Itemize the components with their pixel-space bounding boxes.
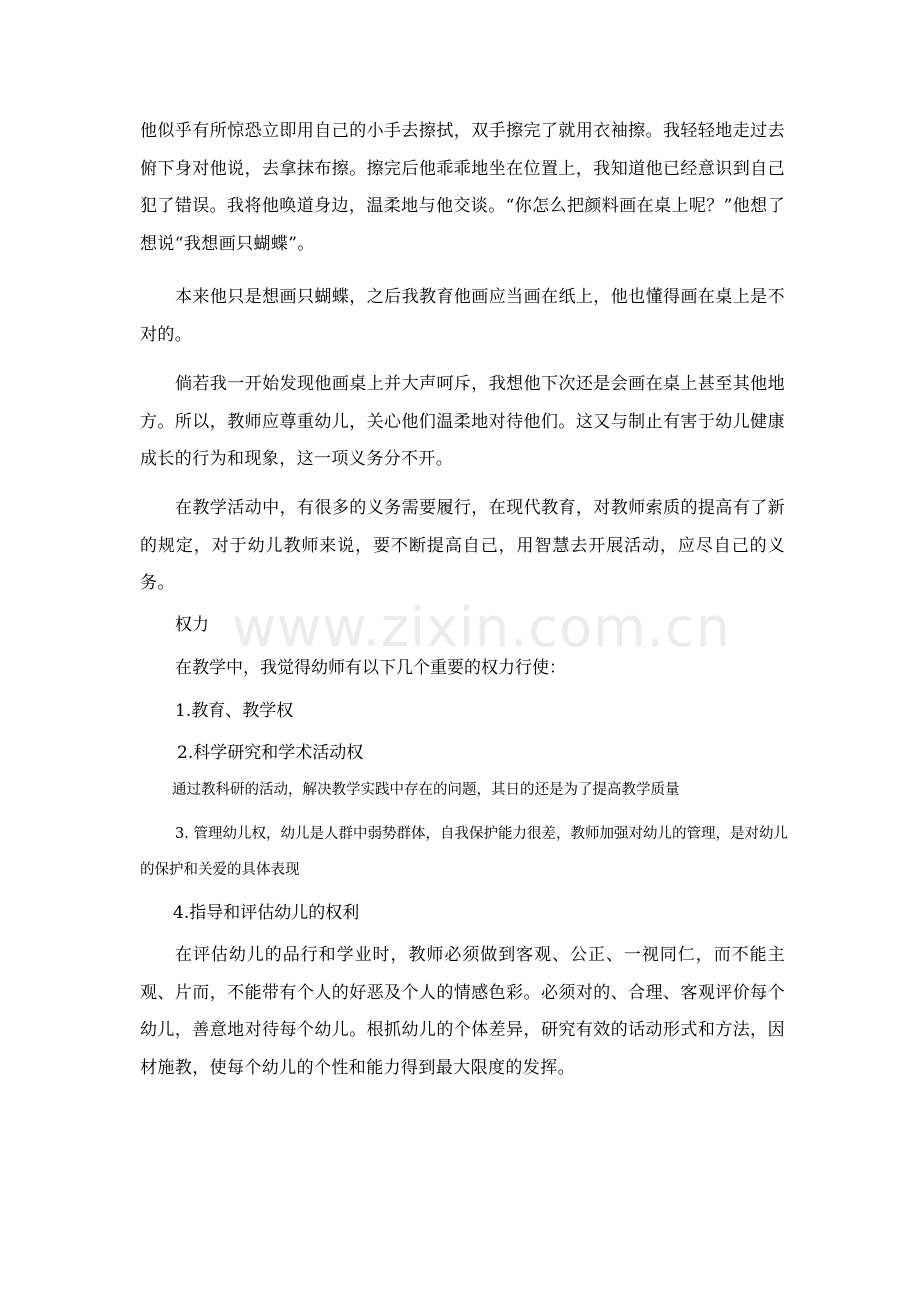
list-item-1: 1.教育、教学权 [175, 701, 294, 721]
watermark: www.zixin.com.cn [232, 596, 731, 659]
paragraph-2: 本来他只是想画只蝴蝶，之后我教育他画应当画在纸上，他也懂得画在桌上是不对的。 [140, 287, 785, 345]
list-item-2-desc: 通过教科研的活动，解决教学实践中存在的问题，其日的还是为了提高教学质量 [172, 782, 680, 798]
list-item-4: 4.指导和评估幼儿的权利 [173, 903, 360, 923]
list-item-3: 3. 管理幼儿权，幼儿是人群中弱势群体，自我保护能力很差，教师加强对幼儿的管理，是对幼儿的保护和关爱的具体表现 [140, 826, 788, 878]
paragraph-1: 他似乎有所惊恐立即用自己的小手去擦拭，双手擦完了就用衣袖擦。我轻轻地走过去俯下身对他说，去拿抹布擦。擦完后他乖乖地坐在位置上，我知道他已经意识到自己犯了错误。我将他唤道身边，温柔地与他交谈。“你怎么把颜料画在桌上呢？”他想了想说“我想画只蝴蝶”。 [140, 121, 785, 254]
paragraph-6: 在评估幼儿的品行和学业时，教师必须做到客观、公正、一视同仁，而不能主观、片而，不能带有个人的好恶及个人的情感色彩。必须对的、合理、客观评价每个幼儿，善意地对待每个幼儿。根抓幼儿的个体差异，研究有效的话动形式和方法，因材施教，使每个幼儿的个性和能力得到最大限度的发挥。 [140, 945, 785, 1078]
paragraph-5: 在教学中，我觉得幼师有以下几个重要的权力行使： [175, 658, 566, 678]
list-item-2: 2.科学研究和学术活动权 [177, 743, 364, 763]
paragraph-3: 倘若我一开始发现他画桌上并大声呵斥，我想他下次还是会画在桌上甚至其他地方。所以，教师应尊重幼儿，关心他们温柔地对待他们。这又与制止有害于幼儿健康成长的行为和现象，这一项义务分不开。 [140, 374, 785, 469]
paragraph-4: 在教学活动中，有很多的义务需要履行，在现代教育，对教师索质的提高有了新的规定，对于幼儿教师来说，要不断提高自己，用智慧去开展活动，应尽自己的义务。 [140, 498, 785, 593]
heading-power: 权力 [175, 615, 209, 635]
